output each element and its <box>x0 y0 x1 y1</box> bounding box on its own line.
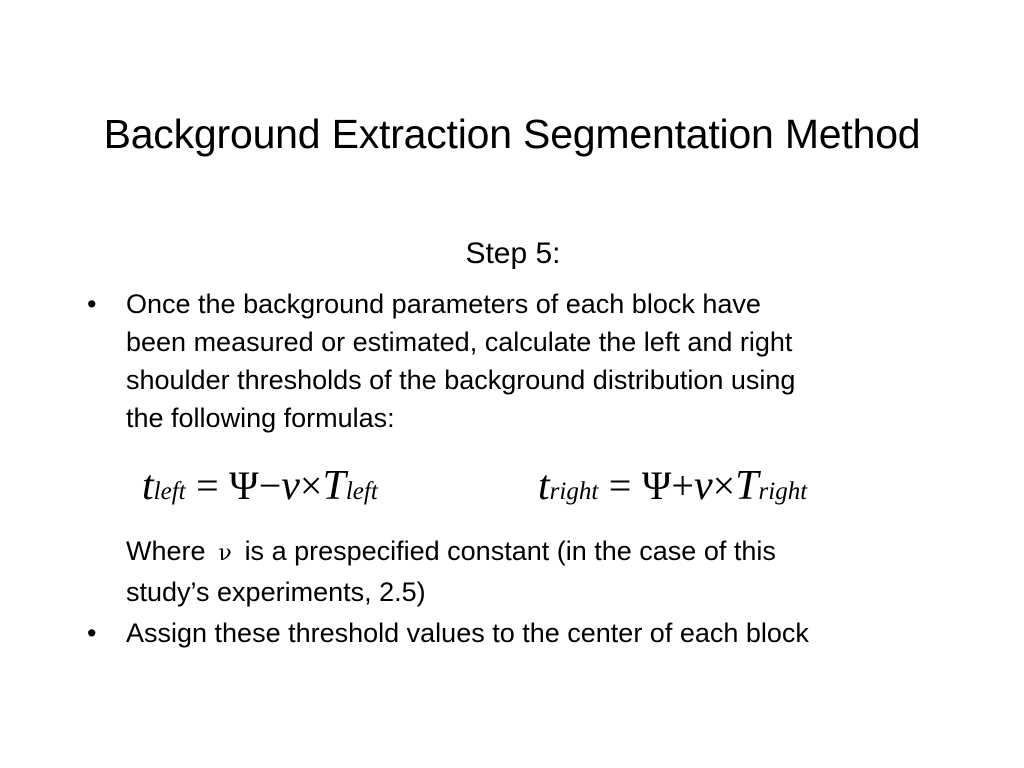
where-suffix: is a prespecified constant (in the case of this study’s experiments, 2.5) <box>126 536 776 607</box>
bullet-marker: • <box>87 618 97 648</box>
where-prefix: Where <box>126 536 206 566</box>
formula-times: × <box>712 463 736 508</box>
threshold-formulas <box>0 458 1024 514</box>
formula-subscript: left <box>153 478 186 505</box>
formula-times: × <box>299 463 323 508</box>
bullet-text-instructions: Once the background parameters of each block have been measured or estimated, calculate the left and right shoulder thresholds of the background distribution using the following formulas: <box>126 289 796 433</box>
formula-right-threshold <box>538 458 807 520</box>
bullet-marker: • <box>87 289 97 319</box>
formula-variable: t <box>538 463 550 509</box>
formula-variable: t <box>142 463 154 509</box>
formula-plus: + <box>671 463 694 508</box>
formula-T-subscript: left <box>345 478 378 505</box>
slide-title: Background Extraction Segmentation Method <box>103 111 921 157</box>
formula-subscript: right <box>549 478 599 505</box>
formula-nu: ν <box>281 463 300 509</box>
formula-T: T <box>322 463 346 509</box>
formula-psi: Ψ <box>641 463 672 508</box>
formula-equals: = <box>608 463 632 508</box>
formula-psi: Ψ <box>229 463 259 508</box>
formula-T-subscript: right <box>758 478 808 505</box>
nu-symbol: ν <box>218 541 232 566</box>
formula-left-threshold <box>142 458 378 520</box>
formula-T: T <box>735 463 759 509</box>
step-label: Step 5: <box>465 237 561 270</box>
formula-minus: − <box>258 463 282 508</box>
formula-nu: ν <box>693 463 713 509</box>
bullet-text-assign: Assign these threshold values to the center of each block <box>126 618 809 648</box>
formula-equals: = <box>196 463 219 508</box>
where-explanation <box>126 532 916 611</box>
